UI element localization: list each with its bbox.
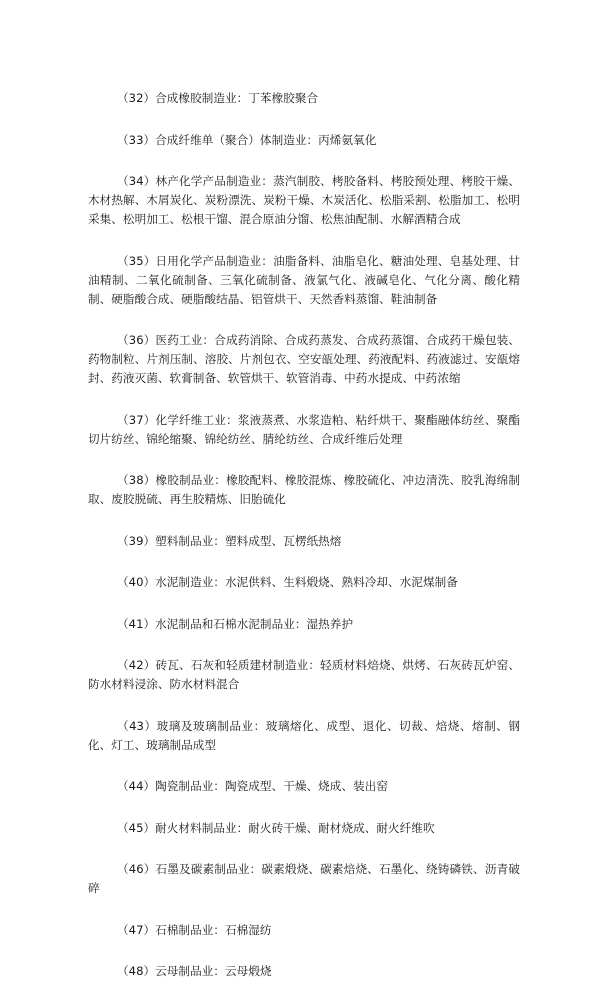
- list-item: （43）玻璃及玻璃制品业：玻璃熔化、成型、退化、切裁、焙烧、熔制、钢化、灯工、玻璃制品成型: [88, 718, 520, 752]
- list-item: （46）石墨及碳素制品业：碳素煅烧、碳素焙烧、石墨化、绕铸磷铁、沥青破碎: [88, 862, 520, 895]
- list-item: （40）水泥制造业：水泥供料、生料煅烧、熟料冷却、水泥煤制备: [117, 575, 458, 589]
- list-item: （41）水泥制品和石棉水泥制品业：湿热养护: [117, 616, 354, 631]
- list-item: （42）砖瓦、石灰和轻质建材制造业：轻质材料焙烧、烘烤、石灰砖瓦炉窑、防水材料浸涂、防水材料混合: [88, 658, 520, 691]
- list-item: （37）化学纤维工业：浆液蒸煮、水浆造粕、粘纤烘干、聚酯融体纺丝、聚酯切片纺丝、锦纶缩聚、锦纶纺丝、腈纶纺丝、合成纤维后处理: [88, 412, 520, 446]
- list-item: （33）合成纤维单（聚合）体制造业：丙烯氨氧化: [117, 132, 377, 147]
- industry-list: [88, 89, 520, 1004]
- list-item: （47）石棉制品业：石棉湿纺: [117, 922, 272, 937]
- list-item: （34）林产化学产品制造业：蒸汽制胶、栲胶备料、栲胶预处理、栲胶干燥、木材热解、木屑炭化、炭粉漂洗、炭粉干燥、木炭活化、松脂采割、松脂加工、松明采集、松明加工、松根干馏、混合原油分馏、松焦油配制、水解酒精合成: [88, 174, 520, 226]
- list-item: （45）耐火材料制品业：耐火砖干燥、耐材烧成、耐火纤维吹: [117, 820, 435, 835]
- list-item: （44）陶瓷制品业：陶瓷成型、干燥、烧成、装出窑: [117, 779, 389, 793]
- list-item: （32）合成橡胶制造业：丁苯橡胶聚合: [117, 91, 319, 105]
- list-item: （39）塑料制品业：塑料成型、瓦楞纸热熔: [117, 533, 342, 548]
- list-item: （38）橡胶制品业：橡胶配料、橡胶混炼、橡胶硫化、冲边清洗、胶乳海绵制取、废胶脱硫、再生胶精炼、旧胎硫化: [88, 473, 520, 506]
- list-item: （35）日用化学产品制造业：油脂备料、油脂皂化、糖油处理、皂基处理、甘油精制、二氧化硫制备、三氧化硫制备、液氯气化、液碱皂化、气化分离、酸化精制、硬脂酸合成、硬脂酸结晶、铝管烘干、天然香料蒸馏、鞋油制备: [88, 253, 520, 306]
- list-item: （36）医药工业：合成药消除、合成药蒸发、合成药蒸馏、合成药干燥包装、药物制粒、片剂压制、溶胶、片剂包衣、空安瓿处理、药液配料、药液滤过、安瓿熔封、药液灭菌、软膏制备、软管烘干、软管消毒、中药水提成、中药浓缩: [88, 333, 520, 385]
- list-item: （48）云母制品业：云母煅烧: [117, 964, 272, 978]
